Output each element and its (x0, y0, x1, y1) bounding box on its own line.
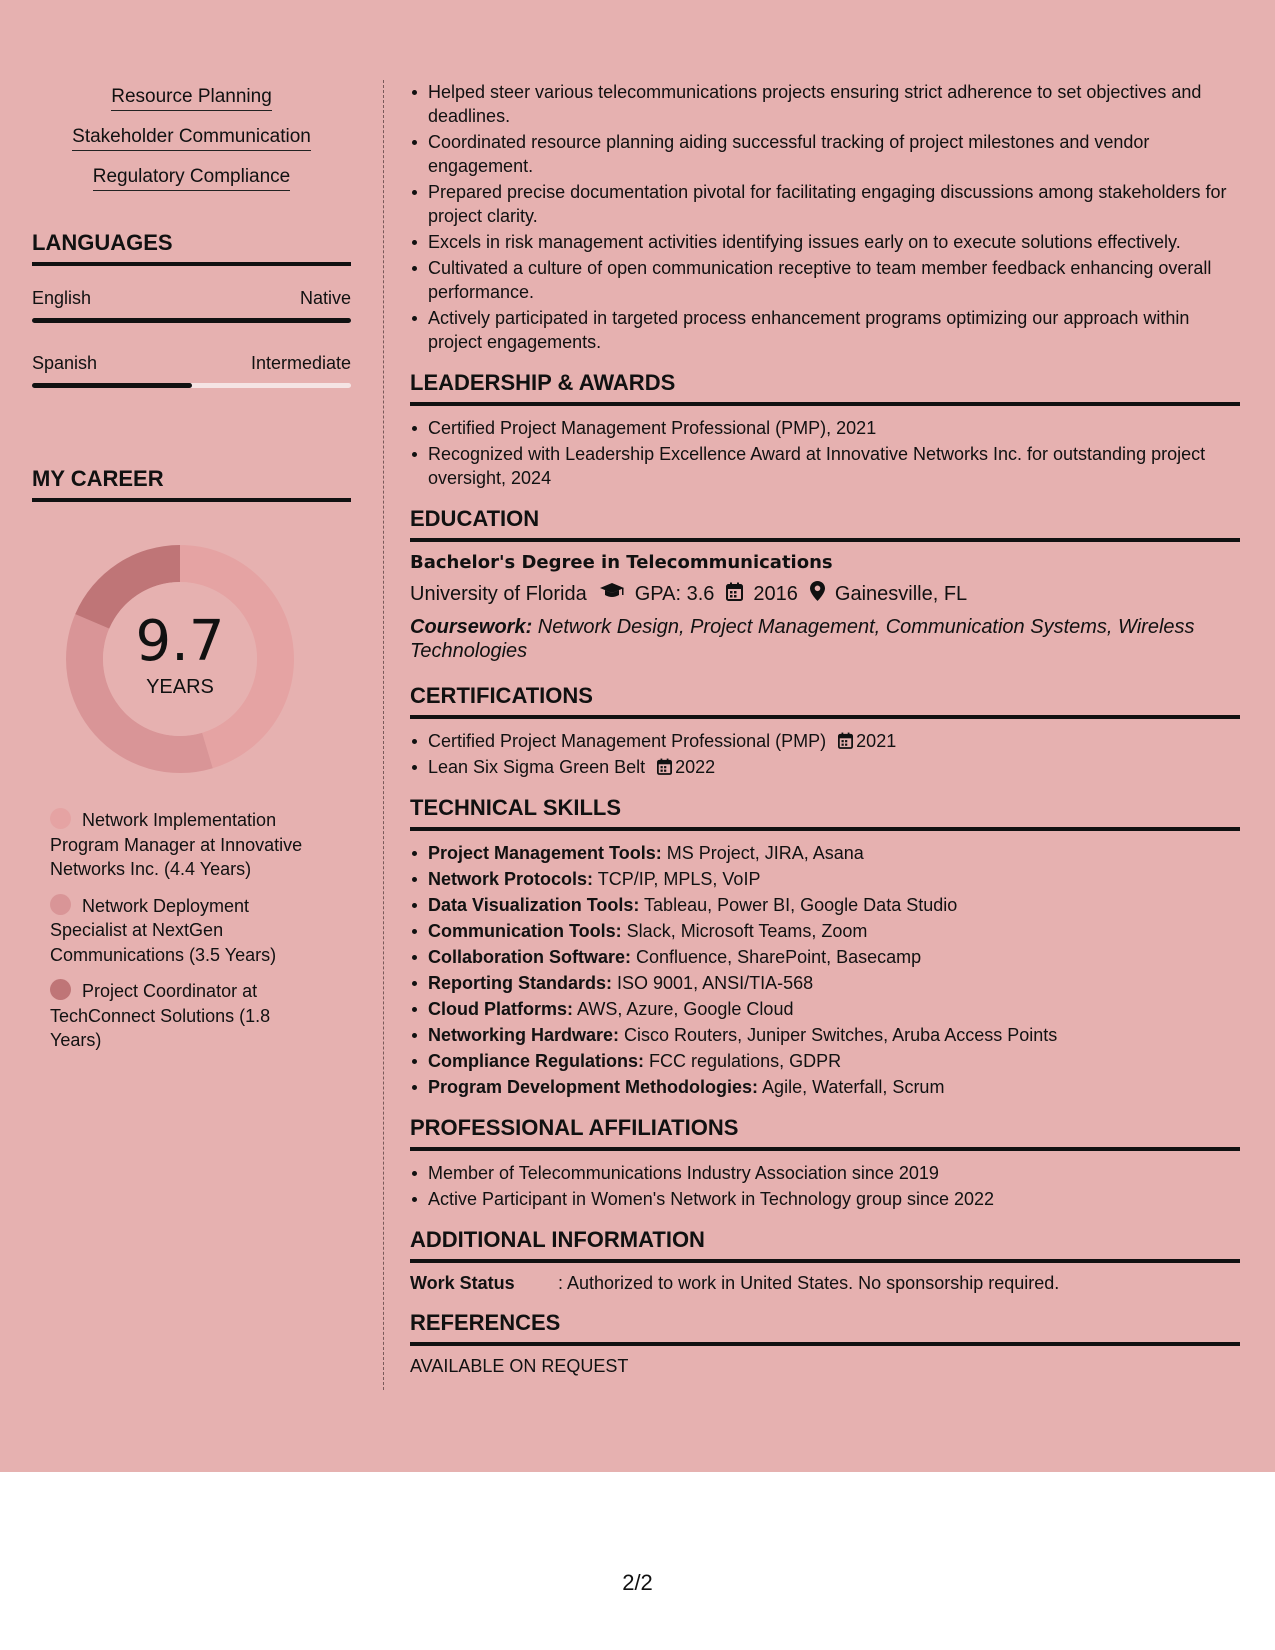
calendar-icon (838, 732, 853, 749)
list-item: Excels in risk management activities identifying issues early on to execute solutions effectively. (410, 230, 1240, 254)
skill-tag (32, 166, 351, 188)
certification-name: Certified Project Management Professional (PMP) (428, 731, 827, 751)
work-status-value: : Authorized to work in United States. No sponsorship required. (558, 1273, 1060, 1293)
career-legend-text: Network Implementation Program Manager at Innovative Networks Inc. (4.4 Years) (50, 810, 303, 879)
skill-values: FCC regulations, GDPR (644, 1051, 842, 1071)
education-section (410, 506, 1240, 663)
skill-values: Slack, Microsoft Teams, Zoom (621, 921, 868, 941)
language-item (32, 353, 351, 388)
calendar-icon (657, 758, 672, 775)
references-title: REFERENCES (410, 1310, 1240, 1346)
list-item: Member of Telecommunications Industry Association since 2019 (410, 1161, 1240, 1185)
career-years-label: YEARS (146, 676, 214, 698)
affiliations-section (410, 1115, 1240, 1211)
technical-skills-title: TECHNICAL SKILLS (410, 795, 1240, 831)
work-status-label: Work Status (410, 1273, 515, 1293)
skill-category: Reporting Standards: (428, 973, 613, 993)
column-divider (383, 80, 384, 1390)
skill-values: Tableau, Power BI, Google Data Studio (639, 895, 958, 915)
certification-name: Lean Six Sigma Green Belt (428, 757, 646, 777)
left-column (32, 86, 351, 1065)
career-total-years: 9.7 (135, 609, 225, 674)
skill-category: Compliance Regulations: (428, 1051, 645, 1071)
skills-list (32, 86, 351, 188)
references-text: AVAILABLE ON REQUEST (410, 1356, 629, 1376)
skill-values: AWS, Azure, Google Cloud (573, 999, 794, 1019)
language-bar (32, 318, 351, 323)
location-pin-icon (810, 581, 825, 607)
career-donut-chart (65, 544, 295, 774)
language-name: English (32, 288, 92, 308)
certifications-title: CERTIFICATIONS (410, 683, 1240, 719)
skill-category: Communication Tools: (428, 921, 622, 941)
language-bar-fill (32, 383, 192, 388)
graduation-year: 2016 (753, 582, 798, 605)
list-item: Helped steer various telecommunications projects ensuring strict adherence to set objectives and deadlines. (410, 80, 1240, 128)
languages-title: LANGUAGES (32, 230, 351, 266)
skill-values: ISO 9001, ANSI/TIA-568 (612, 973, 814, 993)
language-bar-fill (32, 318, 351, 323)
skill-category: Cloud Platforms: (428, 999, 574, 1019)
additional-info-section (410, 1227, 1240, 1294)
skill-category: Project Management Tools: (428, 843, 662, 863)
list-item: Certified Project Management Professional (PMP), 2021 (410, 416, 1240, 440)
calendar-icon (726, 582, 743, 607)
skill-category: Network Protocols: (428, 869, 594, 889)
career-legend (32, 808, 351, 1053)
work-status-row (410, 1273, 1240, 1294)
list-item: Cultivated a culture of open communication receptive to team member feedback enhancing overall performance. (410, 256, 1240, 304)
coursework-list: Network Design, Project Management, Communication Systems, Wireless Technologies (410, 616, 1195, 662)
language-name: Spanish (32, 353, 98, 373)
languages-section (32, 230, 351, 388)
list-item: Active Participant in Women's Network in Technology group since 2022 (410, 1187, 1240, 1211)
skill-values: Confluence, SharePoint, Basecamp (631, 947, 922, 967)
list-item (410, 755, 1240, 779)
list-item (410, 841, 1240, 865)
skill-values: Agile, Waterfall, Scrum (758, 1077, 945, 1097)
skill-values: MS Project, JIRA, Asana (661, 843, 864, 863)
legend-dot (50, 894, 71, 915)
career-legend-text: Network Deployment Specialist at NextGen Communications (3.5 Years) (50, 895, 277, 965)
certifications-section (410, 683, 1240, 779)
degree-name: Bachelor's Degree in Telecommunications (410, 552, 833, 573)
language-level: Native (299, 288, 351, 308)
legend-dot (50, 979, 71, 1000)
right-column (410, 80, 1240, 1377)
leadership-title: LEADERSHIP & AWARDS (410, 370, 1240, 406)
list-item (410, 945, 1240, 969)
leadership-section (410, 370, 1240, 490)
list-item: Recognized with Leadership Excellence Award at Innovative Networks Inc. for outstanding project oversight, 2024 (410, 442, 1240, 490)
list-item (410, 867, 1240, 891)
skill-values: Cisco Routers, Juniper Switches, Aruba Access Points (619, 1025, 1058, 1045)
list-item (410, 729, 1240, 753)
skill-tag (32, 126, 351, 148)
skill-category: Collaboration Software: (428, 947, 632, 967)
list-item: Actively participated in targeted process enhancement programs optimizing our approach within project engagements. (410, 306, 1240, 354)
technical-skills-section (410, 795, 1240, 1099)
list-item (410, 971, 1240, 995)
coursework (410, 615, 1240, 663)
page-number: 2/2 (622, 1570, 653, 1595)
school-location: Gainesville, FL (834, 582, 968, 605)
list-item (410, 893, 1240, 917)
experience-bullets (410, 80, 1240, 354)
skill-tag-label: Resource Planning (111, 86, 272, 111)
gpa: GPA: 3.6 (634, 582, 715, 605)
skill-values: TCP/IP, MPLS, VoIP (593, 869, 761, 889)
skill-category: Networking Hardware: (428, 1025, 620, 1045)
career-title: MY CAREER (32, 466, 351, 502)
certification-year: 2021 (856, 731, 897, 751)
graduation-cap-icon (599, 582, 625, 606)
list-item (410, 919, 1240, 943)
education-details (410, 581, 1240, 607)
list-item (410, 1075, 1240, 1099)
list-item: Coordinated resource planning aiding successful tracking of project milestones and vendor engagement. (410, 130, 1240, 178)
career-legend-item (50, 894, 320, 968)
list-item (410, 997, 1240, 1021)
school-name: University of Florida (410, 582, 587, 605)
career-legend-item (50, 808, 320, 882)
language-bar (32, 383, 351, 388)
skill-tag-label: Regulatory Compliance (93, 166, 291, 191)
skill-tag-label: Stakeholder Communication (72, 126, 311, 151)
additional-info-title: ADDITIONAL INFORMATION (410, 1227, 1240, 1263)
education-title: EDUCATION (410, 506, 1240, 542)
certification-year: 2022 (675, 757, 716, 777)
language-item (32, 288, 351, 323)
skill-tag (32, 86, 351, 108)
affiliations-title: PROFESSIONAL AFFILIATIONS (410, 1115, 1240, 1151)
career-legend-text: Project Coordinator at TechConnect Solutions (1.8 Years) (50, 981, 271, 1050)
list-item: Prepared precise documentation pivotal for facilitating engaging discussions among stakeholders for project clarity. (410, 180, 1240, 228)
career-section (32, 466, 351, 1053)
skill-category: Program Development Methodologies: (428, 1077, 759, 1097)
language-level: Intermediate (250, 353, 351, 373)
career-legend-item (50, 979, 320, 1053)
list-item (410, 1023, 1240, 1047)
coursework-label: Coursework: (410, 616, 533, 638)
legend-dot (50, 808, 71, 829)
skill-category: Data Visualization Tools: (428, 895, 640, 915)
list-item (410, 1049, 1240, 1073)
references-section (410, 1310, 1240, 1377)
